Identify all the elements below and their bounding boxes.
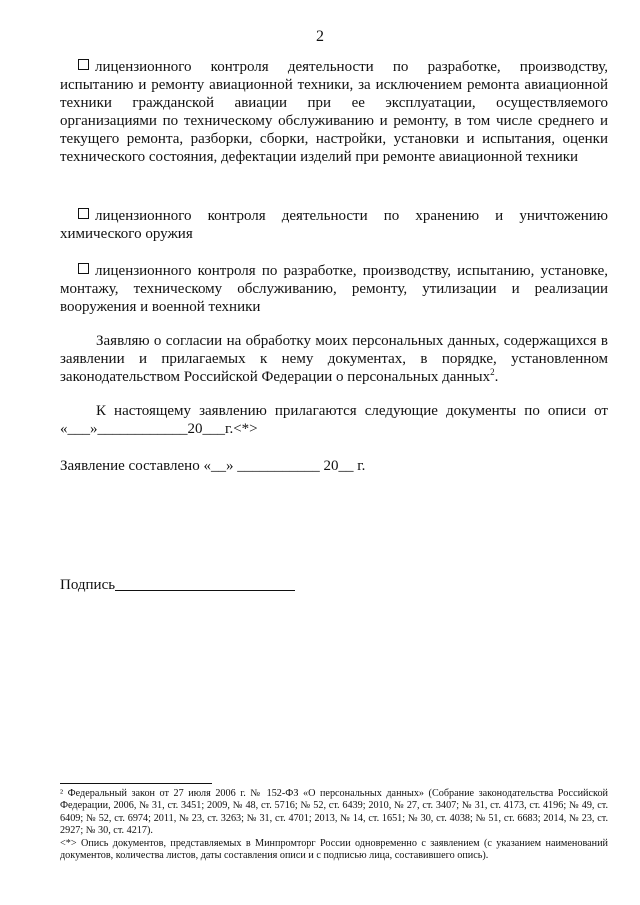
footnote-asterisk: <*> Опись документов, представляемых в Минпромторг России одновременно с заявлением (с указанием наименований документов, количества листов, даты составления описи и с подписью лица, составившего опись). (60, 837, 608, 862)
consent-end: . (494, 369, 499, 385)
checkbox-icon[interactable] (78, 59, 89, 70)
checkbox-item-text: лицензионного контроля деятельности по разработке, производству, испытанию и ремонту авиационной техники, за исключением ремонта авиационной техники гражданской авиации при ее эксплуатации, осуществляемого организациями по техническому обслуживанию и ремонту, в том числе среднего и текущего ремонта, разборки, сборки, настройки, установки и испытания, оценки технического состояния, дефектации изделий при ремонте авиационной техники (60, 59, 608, 165)
signature-field (60, 576, 295, 594)
footnote-2: ² Федеральный закон от 27 июля 2006 г. № 152-ФЗ «О персональных данных» (Собрание законодательства Российской Федерации, 2006, № 31, ст. 3451; 2009, № 48, ст. 5716; № 52, ст. 6439; 2010, № 27, ст. 3407; № 31, ст. 4173, ст. 4196; № 49, ст. 6409; № 52, ст. 6974; 2011, № 23, ст. 3263; № 31, ст. 4701; 2013, № 14, ст. 1651; № 30, ст. 4038; № 51, ст. 6683; 2014, № 23, ст. 2927; № 30, ст. 4217). (60, 788, 608, 837)
footnote-divider (60, 783, 212, 784)
checkbox-item-weapons (60, 262, 608, 316)
consent-text: Заявляю о согласии на обработку моих персональных данных, содержащихся в заявлении и прилагаемых к нему документах, в порядке, установленном законодательством Российской Федерации о персональных данных (60, 333, 608, 385)
compiled-date-line (60, 457, 608, 475)
signature-line[interactable] (115, 576, 295, 591)
checkbox-icon[interactable] (78, 208, 89, 219)
compiled-text: Заявление составлено «__» ___________ 20__ г. (60, 458, 366, 474)
footnotes (60, 788, 608, 862)
checkbox-item-text: лицензионного контроля по разработке, производству, испытанию, установке, монтажу, техническому обслуживанию, ремонту, утилизации и реализации вооружения и военной техники (60, 263, 608, 315)
checkbox-item-aviation (60, 58, 608, 166)
checkbox-icon[interactable] (78, 263, 89, 274)
attachments-text: К настоящему заявлению прилагаются следующие документы по описи от «___»____________20___г.<*> (60, 403, 608, 437)
checkbox-item-chemical (60, 207, 608, 243)
attachments-paragraph (60, 402, 608, 438)
checkbox-item-text: лицензионного контроля деятельности по хранению и уничтожению химического оружия (60, 208, 608, 242)
page-number: 2 (316, 28, 324, 45)
consent-paragraph (60, 332, 608, 386)
footnote-ref: 2 (490, 367, 495, 377)
signature-label: Подпись (60, 577, 116, 593)
